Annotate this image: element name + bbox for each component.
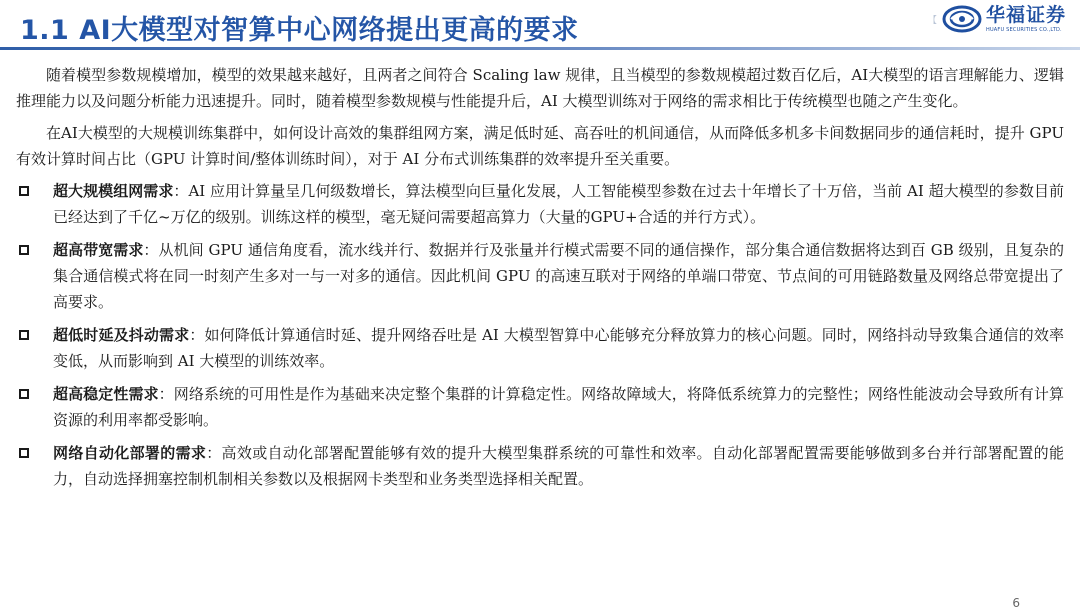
bullet-heading: 超高带宽需求 [53,241,144,259]
bullet-heading: 网络自动化部署的需求 [53,444,207,462]
bullet-item [16,322,1064,374]
cluster-paragraph: 在AI大模型的大规模训练集群中，如何设计高效的集群组网方案，满足低时延、高吞吐的机间通信，从而降低多机多卡间数据同步的通信耗时，提升 GPU 有效计算时间占比（GPU 计算时间/整体训练时间），对于 AI 分布式训练集群的效率提升至关重要。 [16,124,1064,168]
company-logo [928,4,1066,34]
main-content [16,62,1064,499]
bullet-item [16,237,1064,315]
page-title: 1.1 AI大模型对智算中心网络提出更高的要求 [20,15,579,46]
bullet-text: ：AI 应用计算量呈几何级数增长，算法模型向巨量化发展，人工智能模型参数在过去十年增长了十万倍，当前 AI 超大模型的参数目前已经达到了千亿~万亿的级别。训练这样的模型，毫无疑问需要超高算力（大量的GPU+合适的并行方式）。 [53,182,1064,226]
logo-bracket: 【 [927,15,938,26]
bullet-heading: 超高稳定性需求 [53,385,159,403]
bullet-text: ：从机间 GPU 通信角度看，流水线并行、数据并行及张量并行模式需要不同的通信操作，部分集合通信数据将达到百 GB 级别，且复杂的集合通信模式将在同一时刻产生多对一与一对多的通信。因此机间 GPU 的高速互联对于网络的单端口带宽、节点间的可用链路数量及网络总带宽提出了高要求。 [53,241,1064,311]
bullet-heading: 超低时延及抖动需求 [53,326,190,344]
checkbox-bullet-icon [19,330,29,340]
bullet-item [16,440,1064,492]
title-divider [0,47,1080,50]
checkbox-bullet-icon [19,448,29,458]
bullet-item [16,381,1064,433]
bullet-heading: 超大规模组网需求 [53,182,174,200]
checkbox-bullet-icon [19,245,29,255]
logo-name-cn: 华福证券 [985,3,1066,26]
bullet-item [16,178,1064,230]
huafu-logo-icon [942,4,982,34]
checkbox-bullet-icon [19,186,29,196]
bullet-text: ：如何降低计算通信时延、提升网络吞吐是 AI 大模型智算中心能够充分释放算力的核心问题。同时，网络抖动导致集合通信的效率变低，从而影响到 AI 大模型的训练效率。 [53,326,1064,370]
intro-paragraph: 随着模型参数规模增加，模型的效果越来越好，且两者之间符合 Scaling law 规律，且当模型的参数规模超过数百亿后，AI大模型的语言理解能力、逻辑推理能力以及问题分析能力迅速提升。同时，随着模型参数规模与性能提升后，AI 大模型训练对于网络的需求相比于传统模型也随之产生变化。 [16,66,1064,110]
page-number: 6 [1012,596,1020,610]
bullet-text: ：高效或自动化部署配置能够有效的提升大模型集群系统的可靠性和效率。自动化部署配置需要能够做到多台并行部署配置的能力，自动选择拥塞控制机制相关参数以及根据网卡类型和业务类型选择相关配置。 [53,444,1064,488]
logo-name-en: HUAFU SECURITIES CO.,LTD. [985,26,1062,33]
bullet-text: ：网络系统的可用性是作为基础来决定整个集群的计算稳定性。网络故障域大，将降低系统算力的完整性；网络性能波动会导致所有计算资源的利用率都受影响。 [53,385,1064,429]
checkbox-bullet-icon [19,389,29,399]
